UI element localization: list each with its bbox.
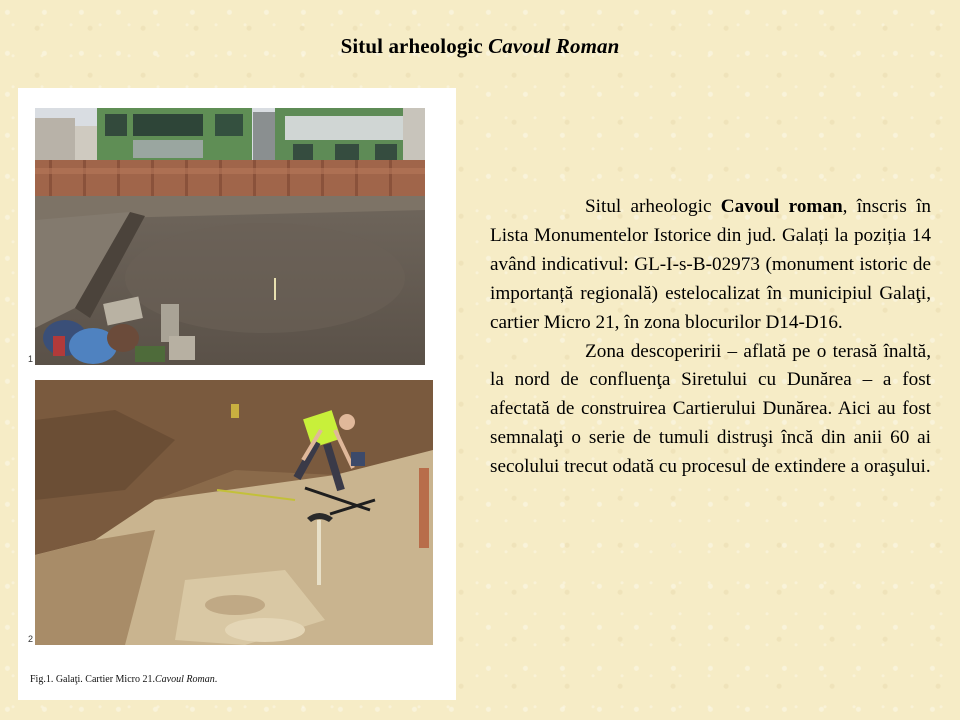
paragraph-site-info bbox=[490, 193, 931, 338]
p1-site-name: Cavoul roman bbox=[720, 196, 843, 217]
figure-panel bbox=[18, 88, 456, 700]
photo1-number: 1 bbox=[28, 354, 34, 364]
paragraph-discovery-zone: Zona descoperirii – aflată pe o terasă înaltă, la nord de confluenţa Siretului cu Dunărea – a fost afectată de construirea Cartierului Dunărea. Aici au fost semnalaţi o serie de tumuli distruşi încă din anii 60 ai secolului trecut odată cu procesul de extindere a oraşului. bbox=[490, 340, 931, 478]
title-prefix: Situl arheologic bbox=[340, 34, 489, 58]
p1-rest: , înscris în Lista Monumentelor Istorice din jud. Galați la poziția 14 având indicativul: GL-I-s-B-02973 (monument istoric de importanță regională) estelocalizat în municipiul Galaţi, cartier Micro 21, în zona blocurilor D14-D16. bbox=[490, 196, 932, 333]
page-title bbox=[0, 34, 960, 59]
figure-caption bbox=[30, 674, 217, 685]
photo-excavation-site bbox=[35, 108, 425, 365]
caption-suffix: . bbox=[214, 674, 218, 685]
p1-start: Situl arheologic bbox=[585, 196, 721, 217]
photo2-number: 2 bbox=[28, 634, 34, 644]
photo-archaeologist-digging bbox=[35, 380, 433, 645]
description-text bbox=[490, 193, 931, 482]
title-emphasis: Cavoul Roman bbox=[488, 34, 620, 58]
caption-prefix: Fig.1. Galaţi. Cartier Micro 21. bbox=[30, 674, 155, 685]
caption-emphasis: Cavoul Roman bbox=[154, 674, 215, 685]
